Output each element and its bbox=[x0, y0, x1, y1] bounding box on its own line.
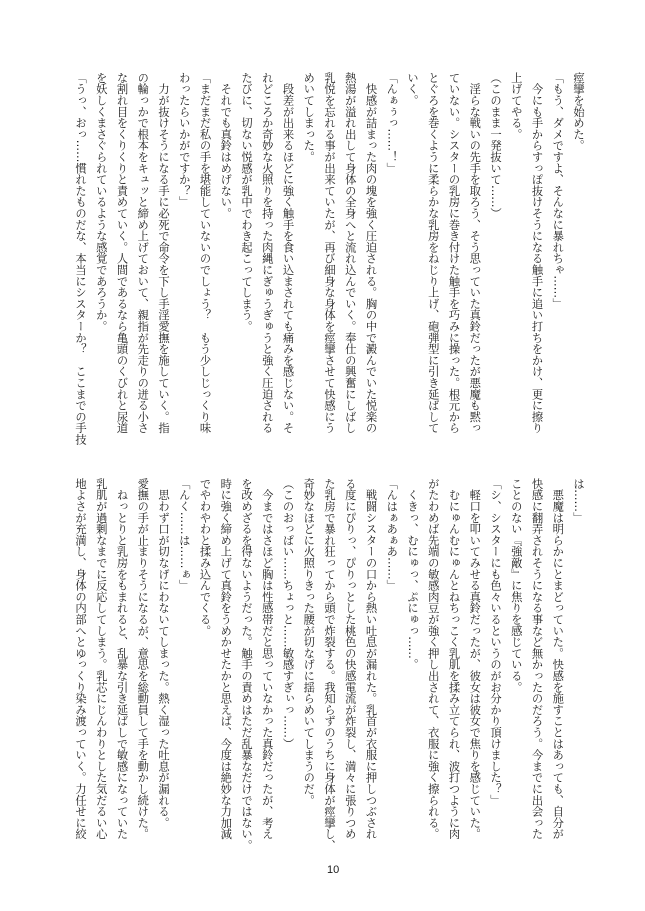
text-column: た乳房で暴れ狂ってから頭で炸裂する。我知らずのうちに身体が痙攣し、 bbox=[323, 478, 336, 851]
text-column: いく。 bbox=[406, 72, 419, 106]
text-column: 快感に翻弄されそうになる事など無かったのだろう。今までに出会った bbox=[530, 478, 544, 840]
text-column: 「うっ、おっ……慣れたものだな、本当にシスターか？ ここまでの手技 bbox=[74, 72, 87, 445]
text-column: 愛撫の手が止まりそうになるが、意思を総動員して手を動かし続けた。 bbox=[136, 478, 150, 840]
text-column: それでも真鈴はめげない。 bbox=[219, 72, 233, 219]
text-column: 「まだまだ私の手を堪能していないのでしょう？ もう少しじっくり味 bbox=[198, 72, 212, 434]
text-column: 淫らな戦いの先手を取ろう、そう思っていた真鈴だったが悪魔も黙っ bbox=[468, 72, 482, 434]
text-column: 「んはぁあぁあ……」 bbox=[385, 478, 399, 591]
text-column: 地よさが充満し、身体の内部へとゆっくり染み渡っていく。力任せに絞 bbox=[74, 478, 87, 840]
text-column: 戦闘シスターの口から熱い吐息が漏れた。乳首が衣服に押しつぶされ bbox=[364, 478, 378, 840]
text-column: は……」 bbox=[572, 478, 585, 524]
text-column: 軽口を叩いてみせる真鈴だったが、彼女は彼女で焦りを感じていた。 bbox=[468, 478, 482, 840]
lower-text-block bbox=[68, 478, 588, 858]
text-column: ていない。シスターの乳房に巻き付けた触手を巧みに操った。根元から bbox=[447, 72, 461, 434]
page-number: 10 bbox=[327, 864, 340, 876]
text-column: 「シ、シスターにも色々いるというのがお分かり頂けました？」 bbox=[489, 478, 502, 806]
text-column: 今まではさほど胸は性感帯だと思っていなかった真鈴だったが、考え bbox=[260, 478, 274, 840]
text-column: 「もう、ダメですよ、そんなに暴れちゃ……」 bbox=[551, 72, 565, 310]
text-column: 段差が出来るほどに強く触手を食い込まされても痛みを感じない。そ bbox=[281, 72, 295, 434]
text-column: わったらいかがですか？」 bbox=[177, 72, 191, 208]
text-column: れどころか奇妙な火照りを持った肉縄にぎゅうぎゅうと強く圧迫される bbox=[260, 72, 274, 434]
text-column: 快感が詰まった肉の塊を強く圧迫される。胸の中で澱んでいた悦楽の bbox=[364, 72, 378, 434]
text-column: を妖しくまさぐられているような感覚であろうか。 bbox=[94, 72, 108, 332]
text-column: （このまま一発抜いて……） bbox=[489, 72, 502, 219]
upper-text-block bbox=[68, 72, 588, 452]
text-column: たびに、切ない悦感が乳中でわき起こってしまう。 bbox=[240, 72, 253, 332]
text-column: る度にぴりっ、ぴりっとした桃色の快感電流が炸裂し、満々に張りつめ bbox=[343, 478, 357, 840]
text-column: の輪っかで根本をキュッと締め上げておいて、親指が先走りの迸る小さ bbox=[136, 72, 150, 434]
text-column: 「んく……は……ぁ」 bbox=[177, 478, 191, 591]
text-column: 今にも手からすっぽ抜けそうになる触手に追い打ちをかけ、更に擦り bbox=[530, 72, 544, 434]
text-column: ねっとりと乳房をもまれると、乱暴な引き延ばしで敏感になっていた bbox=[115, 478, 129, 840]
text-column: 熱湯が溢れ出して身体の全身へと流れ込んでいく。奉仕の興奮にしばし bbox=[343, 72, 357, 434]
text-column: な割れ目をくりくりと責めていく。人間であるなら亀頭のくびれと尿道 bbox=[115, 72, 129, 434]
text-column: 上げてやる。 bbox=[509, 72, 523, 140]
text-column: ことのない『強敵』に焦りを感じている。 bbox=[509, 478, 523, 693]
text-column: 乳肌が過剰なまでに反応してしまう。乳芯にじんわりとした気だるい心 bbox=[94, 478, 108, 840]
text-column: むにゅんむにゅんとねちっこく乳肌を揉み立てられ、波打つように肉 bbox=[447, 478, 461, 840]
text-column: 奇妙なほどに火照りきった腰が切なげに揺らめいてしまうのだ。 bbox=[302, 478, 316, 806]
text-column: 乳悦を忘れる事が出来ていたが、再び細身な身体を痙攣させて快感にう bbox=[323, 72, 336, 434]
text-column: めいてしまった。 bbox=[302, 72, 316, 163]
text-column: 時に強く締め上げて真鈴をうめかせたかと思えば、今度は絶妙な力加減 bbox=[219, 478, 233, 840]
text-column: 悪魔は明らかにとまどっていた。快感を施すことはあっても、自分が bbox=[551, 478, 565, 840]
text-column: 「んぁぅっ……！」 bbox=[385, 72, 399, 174]
text-column: 思わず口が切なげにわないてしまった。熱く湿った吐息が漏れる。 bbox=[157, 478, 170, 829]
text-column: でやわやわと揉み込んでくる。 bbox=[198, 478, 212, 637]
text-column: とぐろを巻くように柔らかな乳房をねじり上げ、砲弾型に引き延ばして bbox=[426, 72, 440, 434]
text-column: （このおっぱい……ちょっと……敏感すぎぃっ……） bbox=[281, 478, 295, 750]
text-column: がたわめば先端の敏感肉豆が強く押し出されて、衣服に強く擦られる。 bbox=[426, 478, 440, 840]
text-column: 痙攣を始めた。 bbox=[572, 72, 585, 152]
text-column: くきっ、むにゅっ、ぷにゅっ……。 bbox=[406, 478, 419, 671]
text-column: 力が抜けそうになる手に必死で命令を下し手淫愛撫を施していく。指 bbox=[157, 72, 170, 434]
text-column: を改めざるを得ないようだった。触手の責めはただ乱暴なだけではない。 bbox=[240, 478, 253, 851]
